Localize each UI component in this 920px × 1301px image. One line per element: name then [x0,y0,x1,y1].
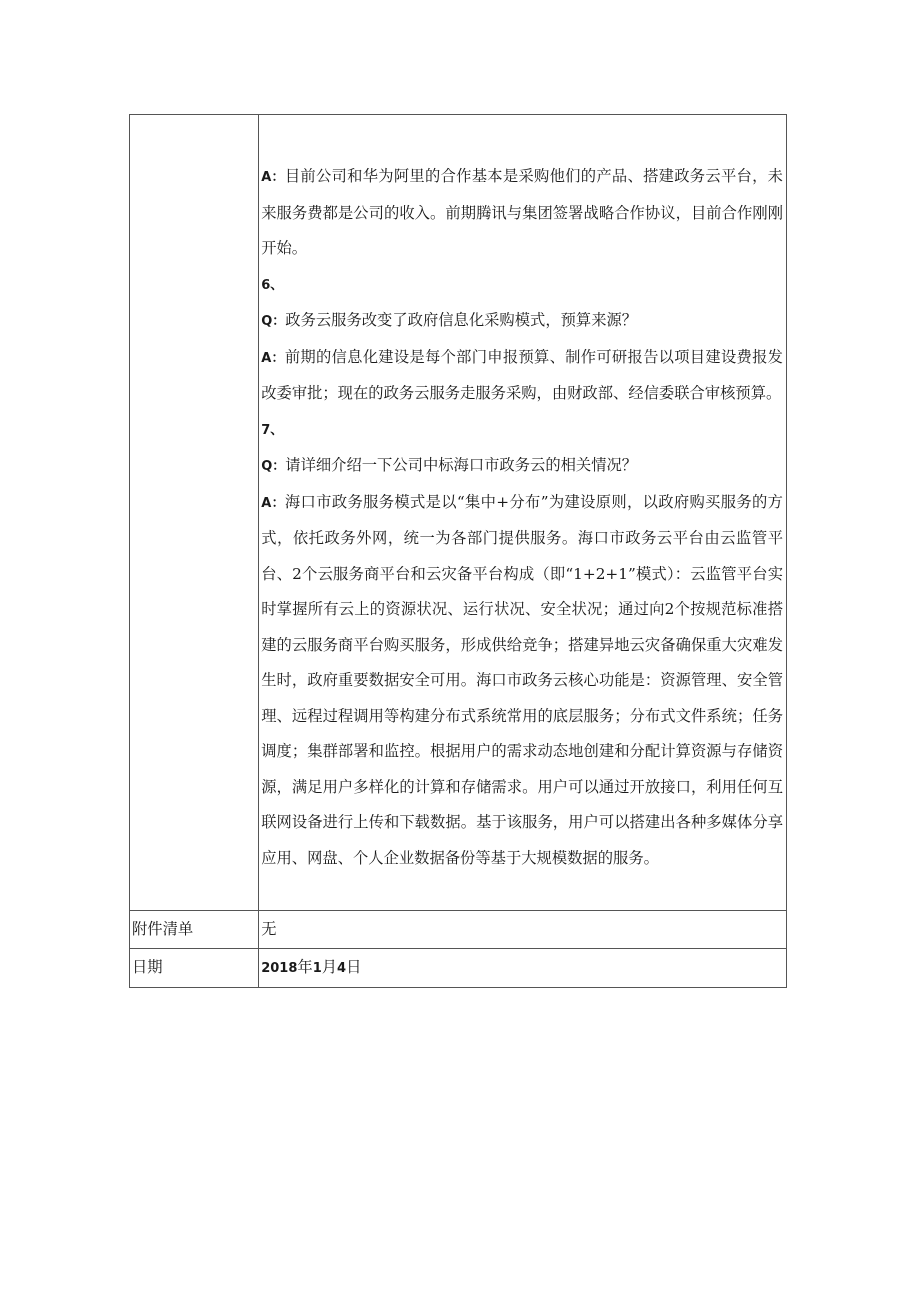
tag-separator: ： [272,314,286,329]
tag-separator: ： [272,459,286,474]
qa-list [261,115,783,876]
tag-separator: ： [271,495,285,511]
question-paragraph [261,448,783,485]
date-month: 1 [312,961,322,976]
date-day: 4 [337,961,347,976]
answer-tag: A [261,170,272,185]
answer-tag: A [261,495,272,511]
section-number-label: 6、 [261,277,284,293]
date-year: 2018 [261,961,298,976]
answer-paragraph [261,340,783,412]
qa-content-cell [259,115,787,911]
section-number [261,267,783,304]
record-table [129,114,787,988]
date-month-unit: 月 [321,958,338,976]
tag-separator: ： [271,350,285,366]
answer-text: 海口市政务服务模式是以“集中+分布”为建设原则，以政府购买服务的方式，依托政务外网，统一为各部门提供服务。海口市政务云平台由云监管平台、2个云服务商平台和云灾备平台构成（即“1+2+1”模式）：云监管平台实时掌握所有云上的资源状况、运行状况、安全状况；通过向2个按规范标准搭建的云服务商平台购买服务，形成供给竞争；搭建异地云灾备确保重大灾难发生时，政府重要数据安全可用。海口市政务云核心功能是：资源管理、安全管理、远程过程调用等构建分布式系统常用的底层服务；分布式文件系统；任务调度；集群部署和监控。根据用户的需求动态地创建和分配计算资源与存储资源，满足用户多样化的计算和存储需求。用户可以通过开放接口，利用任何互联网设备进行上传和下载数据。基于该服务，用户可以搭建出各种多媒体分享应用、网盘、个人企业数据备份等基于大规模数据的服务。 [261,492,783,867]
date-day-unit: 日 [346,958,362,976]
question-text: 请详细介绍一下公司中标海口市政务云的相关情况？ [285,456,638,474]
answer-tag: A [261,350,272,366]
answer-paragraph [261,485,783,877]
section-number-label: 7、 [261,422,284,438]
attachments-value: 无 [259,911,787,949]
answer-paragraph [261,159,783,267]
question-tag: Q [261,459,273,474]
empty-label-cell [130,115,259,911]
tag-separator: ： [271,170,285,185]
content-row [130,115,787,911]
question-text: 政务云服务改变了政府信息化采购模式，预算来源？ [285,311,638,329]
date-value [259,949,787,988]
attachments-label: 附件清单 [130,911,259,949]
date-row [130,949,787,988]
attachments-row [130,911,787,949]
section-number [261,412,783,449]
date-label: 日期 [130,949,259,988]
answer-text: 前期的信息化建设是每个部门申报预算、制作可研报告以项目建设费报发改委审批；现在的政务云服务走服务采购，由财政部、经信委联合审核预算。 [261,347,783,402]
question-paragraph [261,303,783,340]
answer-text: 目前公司和华为阿里的合作基本是采购他们的产品、搭建政务云平台，未来服务费都是公司的收入。前期腾讯与集团签署战略合作协议，目前合作刚刚开始。 [261,167,783,257]
question-tag: Q [261,314,273,329]
date-year-unit: 年 [297,958,313,976]
